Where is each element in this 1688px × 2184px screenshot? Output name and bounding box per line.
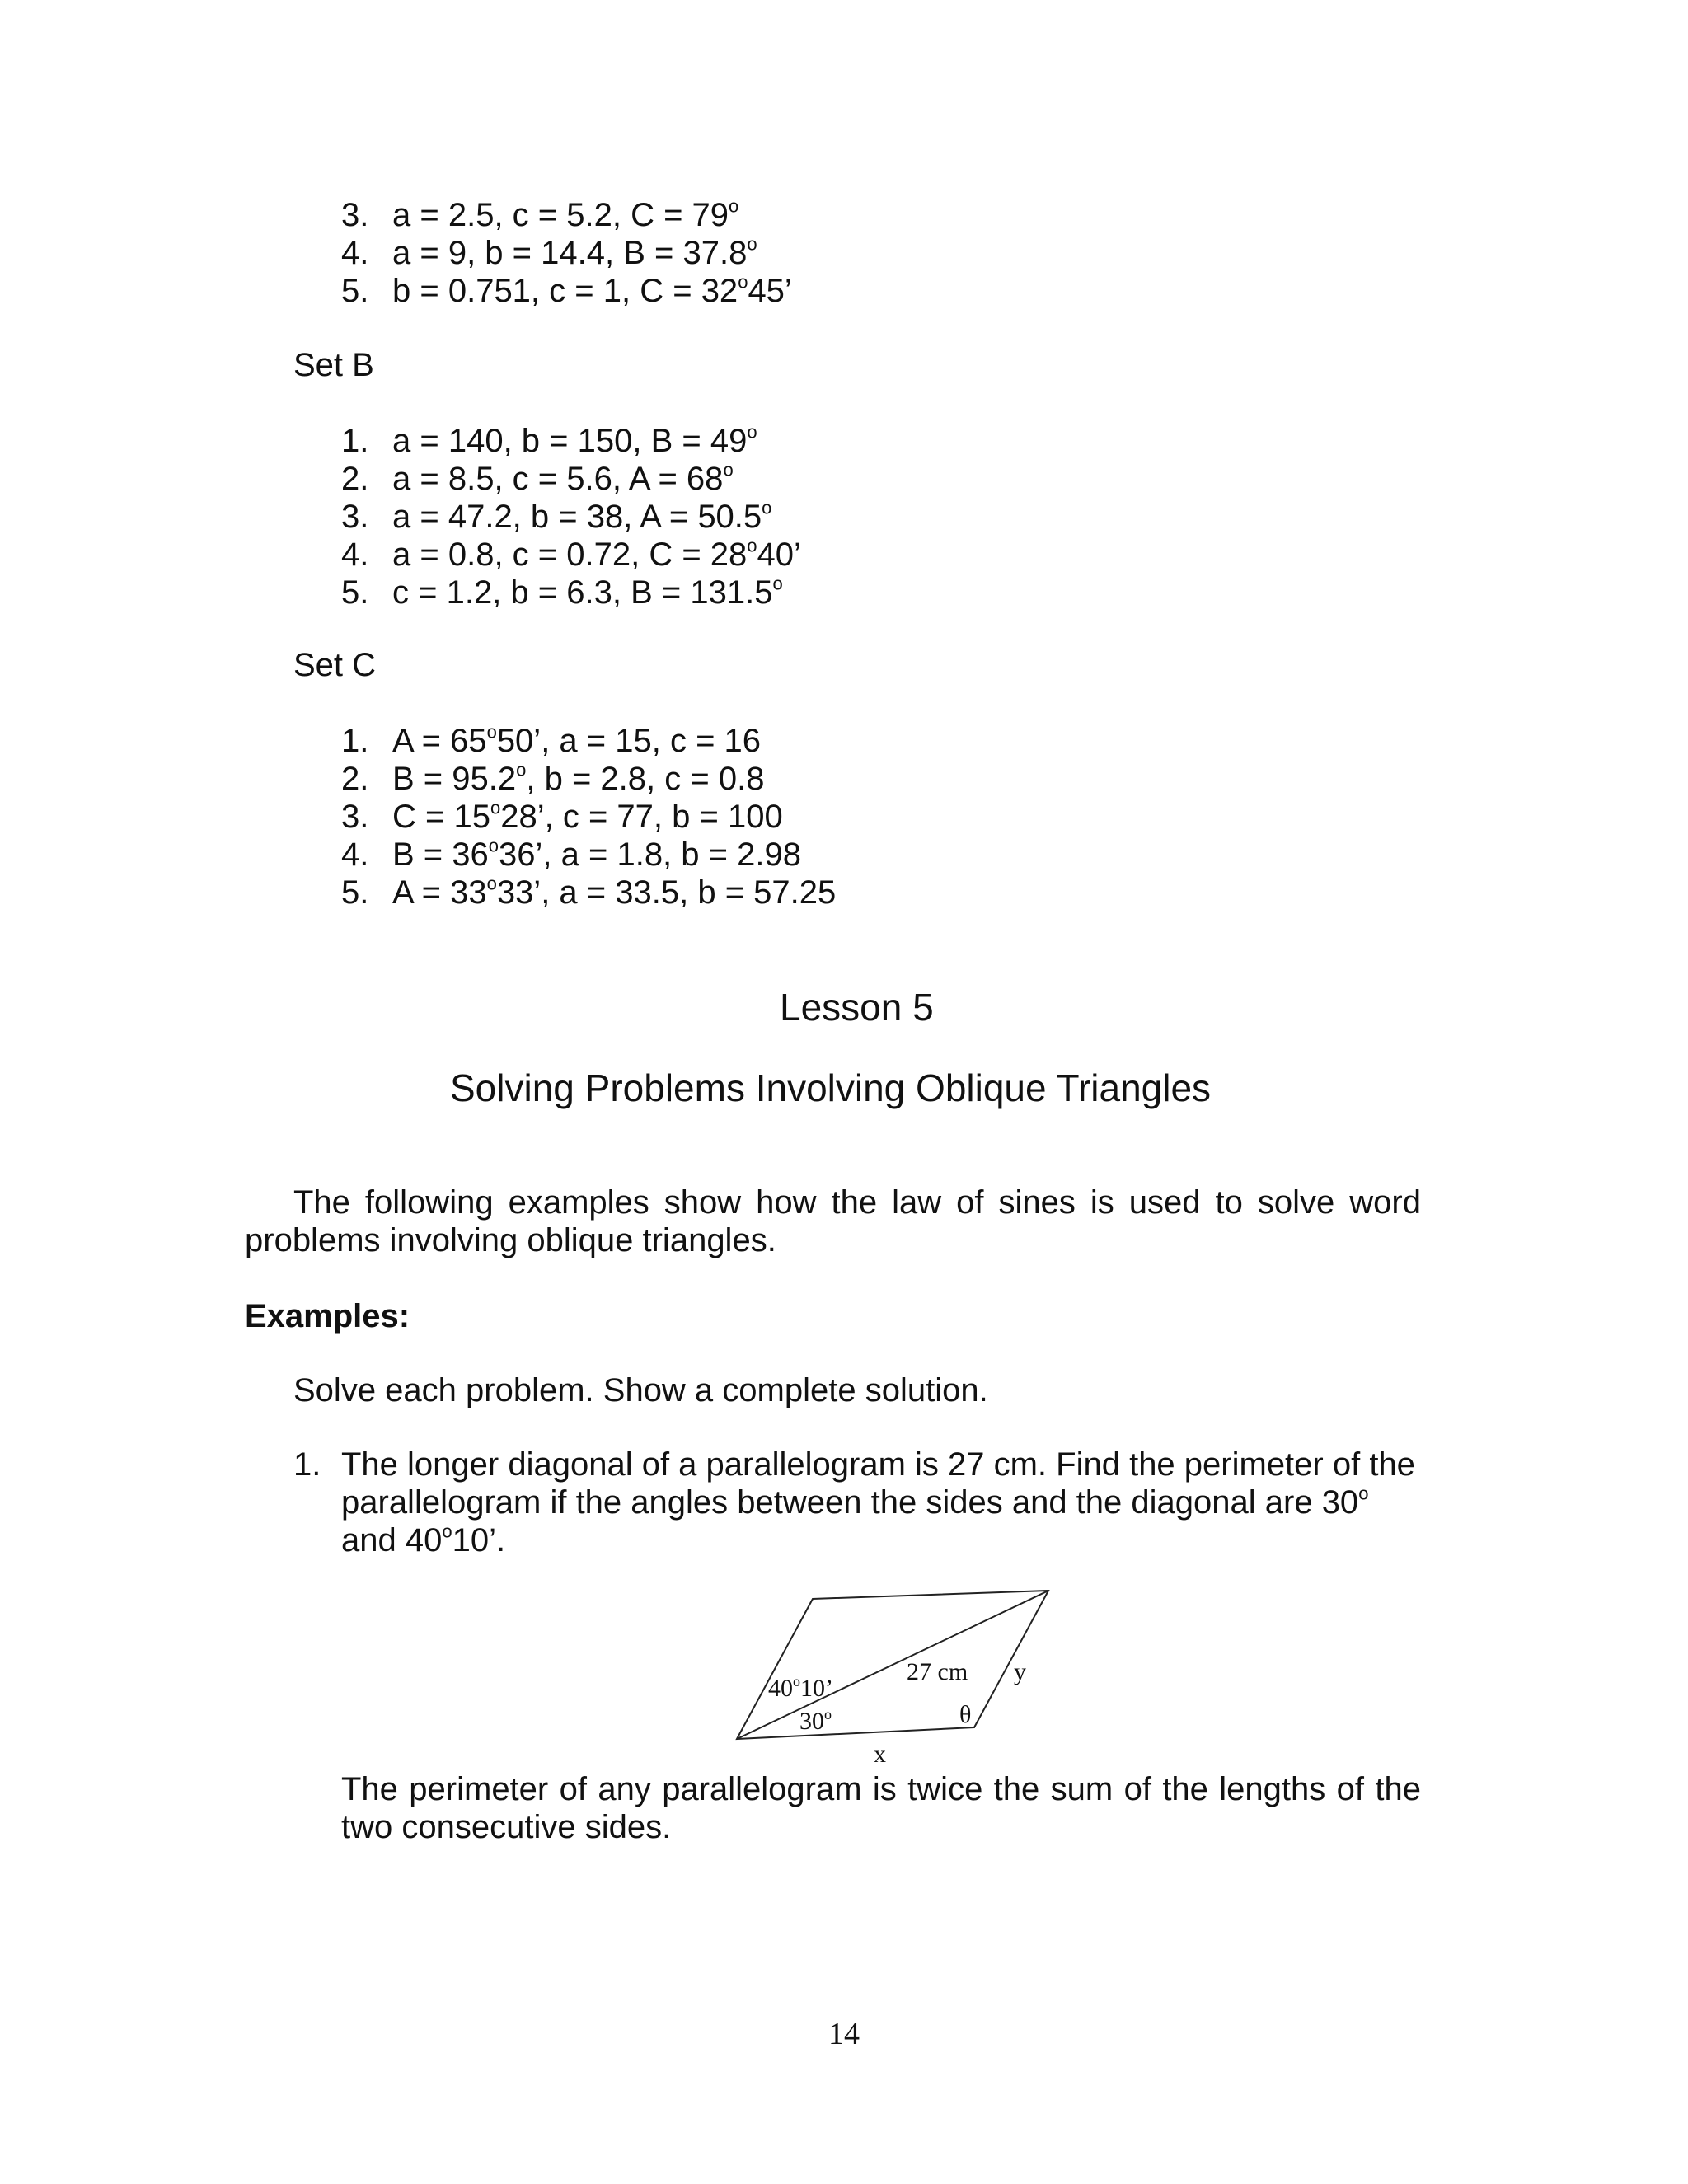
explanation-line-1: The perimeter of any parallelogram is twice the sum of the lengths of the	[341, 1771, 1421, 1807]
list-item: 3. $C = 15^o28$’, c = 77, b = 100	[341, 797, 783, 835]
list-item: 1. a = 140, b = 150, $B = 49^o$	[341, 421, 757, 459]
list-item: 2. a = 8.5, c = 5.6, $A = 68^o$	[341, 459, 734, 497]
diagonal-line	[737, 1591, 1048, 1739]
angle-label-bottom: 30$^o$	[799, 1706, 832, 1735]
explanation-line-2: two consecutive sides.	[341, 1809, 672, 1845]
side-x-label: x	[874, 1741, 886, 1768]
problem-number: 1.	[293, 1446, 321, 1483]
list-item: 5. b = 0.751, c = 1, $C = 32^o45$’	[341, 271, 792, 309]
intro-line-1: The following examples show how the law of sines is used to solve word	[293, 1184, 1421, 1221]
list-item: 4. a = 0.8, c = 0.72, $C = 28^o40$’	[341, 535, 801, 573]
problem-line-1: The longer diagonal of a parallelogram is 27 cm. Find the perimeter of the	[341, 1446, 1415, 1483]
list-item: 1. $A = 65^o50$’, a = 15, c = 16	[341, 721, 762, 759]
parallelogram-diagram	[725, 1582, 1071, 1772]
problem-line-3: and 40$^o$10’.	[341, 1521, 506, 1558]
theta-label: θ	[959, 1701, 972, 1728]
list-item: 2. $B = 95.2^o$, b = 2.8, c = 0.8	[341, 759, 765, 797]
instruction: Solve each problem. Show a complete solution.	[293, 1372, 988, 1408]
list-item: 4. $B = 36^o36$’, a = 1.8, b = 2.98	[341, 835, 801, 873]
page-number: 14	[828, 2017, 860, 2051]
lesson-title: Solving Problems Involving Oblique Triangles	[450, 1066, 1212, 1109]
lesson-number: Lesson 5	[780, 986, 934, 1029]
set-b-label: Set B	[293, 347, 374, 383]
list-item: 3. a = 47.2, b = 38, $A = 50.5^o$	[341, 497, 772, 535]
list-item: 5. $A = 33^o33$’, a = 33.5, b = 57.25	[341, 873, 837, 911]
list-item: 4. a = 9, b = 14.4, $B = 37.8^o$	[341, 233, 757, 271]
examples-heading: Examples:	[245, 1298, 410, 1334]
set-c-label: Set C	[293, 647, 377, 683]
angle-label-top: 40$^o$10’	[768, 1673, 833, 1702]
problem-line-2: parallelogram if the angles between the sides and the diagonal are 30$^o$	[341, 1483, 1369, 1521]
side-y-label: y	[1014, 1658, 1026, 1685]
diagonal-length-label: 27 cm	[907, 1658, 968, 1685]
list-item: 3. a = 2.5, c = 5.2, $C = 79^o$	[341, 195, 739, 233]
list-item: 5. c = 1.2, b = 6.3, $B = 131.5^o$	[341, 573, 783, 611]
intro-line-2: problems involving oblique triangles.	[245, 1222, 776, 1258]
